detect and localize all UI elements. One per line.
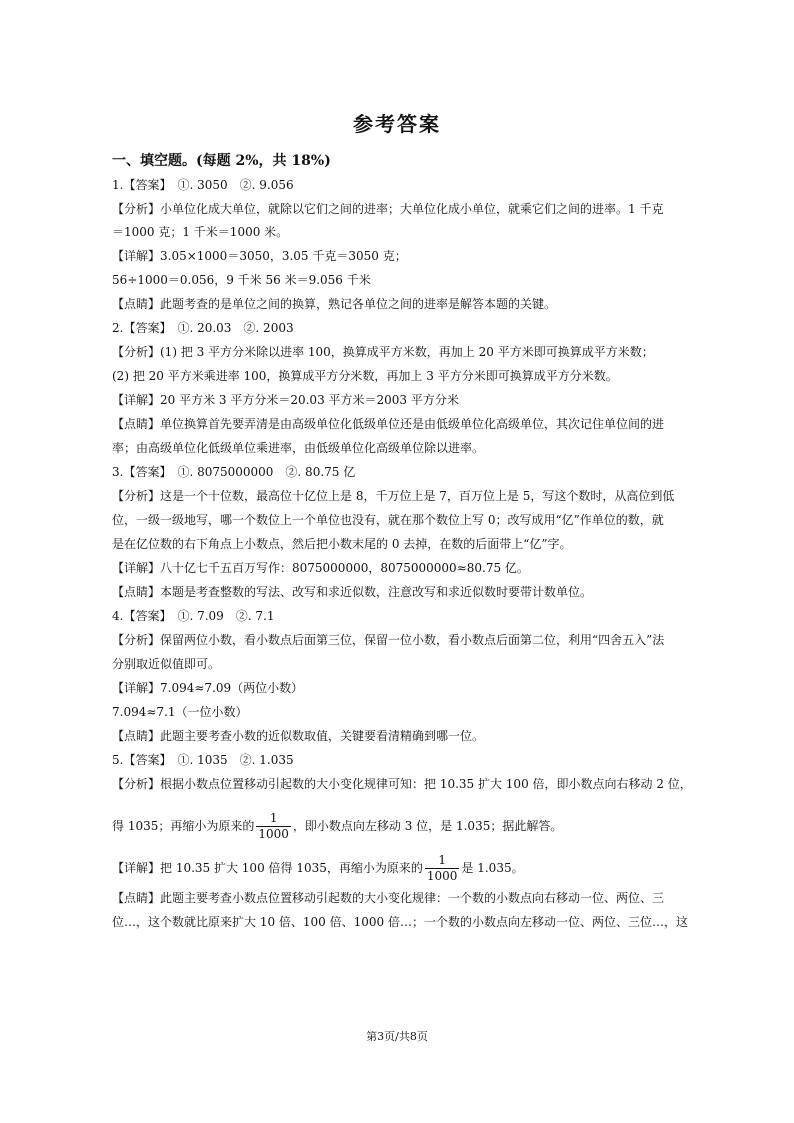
text-line: 率；由高级单位化低级单位乘进率，由低级单位化高级单位除以进率。 [112,441,485,455]
fraction-line-after: ，即小数点向左移动 3 位，是 1.035；据此解答。 [292,819,563,833]
text-line: 【分析】这是一个十位数，最高位十亿位上是 8，千万位上是 7，百万位上是 5，写这个数时，从高位到低 [112,489,675,503]
text-line: 2.【答案】 ①. 20.03 ②. 2003 [112,321,294,335]
text-line: 【点睛】单位换算首先要弄清是由高级单位化低级单位还是由低级单位化高级单位，其次记住单位间的进 [112,417,665,431]
text-line: 【分析】根据小数点位置移动引起数的大小变化规律可知：把 10.35 扩大 100 倍，即小数点向右移动 2 位， [112,777,692,791]
fraction-denominator: 1000 [258,827,289,841]
text-line: 【分析】小单位化成大单位，就除以它们之间的进率；大单位化成小单位，就乘它们之间的进率。1 千克 [112,202,664,216]
text-line: 【点睛】本题是考查整数的写法、改写和求近似数，注意改写和求近似数时要带计数单位。 [112,585,593,599]
section-heading: 一、填空题。(每题 2%，共 18%) [112,153,331,169]
text-line: ＝1000 克；1 千米＝1000 米。 [112,225,289,239]
text-line: 位…，这个数就比原来扩大 10 倍、100 倍、1000 倍…；一个数的小数点向左移动一位、两位、三位…，这 [112,915,688,929]
text-line: 5.【答案】 ①. 1035 ②. 1.035 [112,753,294,767]
fraction-line-after: 是 1.035。 [461,861,524,875]
text-line: 位，一级一级地写，哪一个数位上一个单位也没有，就在那个数位上写 0；改写成用“亿”作单位的数，就 [112,513,664,527]
fraction-line-before: 得 1035；再缩小为原来的 [112,819,255,833]
text-line: 【分析】保留两位小数，看小数点后面第三位，保留一位小数，看小数点后面第二位，利用“四舍五入”法 [112,633,665,647]
text-line: 【详解】20 平方米 3 平方分米＝20.03 平方米＝2003 平方分米 [112,393,459,407]
page-footer: 第3页/共8页 [366,1030,428,1043]
text-line: 【点睛】此题考查的是单位之间的换算，熟记各单位之间的进率是解答本题的关键。 [112,297,557,311]
text-line: 【详解】八十亿七千五百万写作：8075000000，8075000000≈80.75 亿。 [112,561,529,575]
text-line: 【点睛】此题主要考查小数点位置移动引起数的大小变化规律：一个数的小数点向右移动一位、两位、三 [112,891,665,905]
text-line: 7.094≈7.1（一位小数） [112,705,248,719]
text-line: 分别取近似值即可。 [112,657,221,671]
text-line: (2) 把 20 平方米乘进率 100，换算成平方分米数，再加上 3 平方分米即可换算成平方分米数。 [112,369,618,383]
fraction-denominator: 1000 [426,869,458,883]
fraction-line-before: 【详解】把 10.35 扩大 100 倍得 1035，再缩小为原来的 [112,861,423,875]
fraction-numerator: 1 [269,811,278,825]
fraction-numerator: 1 [438,853,446,867]
text-line: 3.【答案】 ①. 8075000000 ②. 80.75 亿 [112,465,356,479]
fraction-line [112,852,687,884]
text-line: 4.【答案】 ①. 7.09 ②. 7.1 [112,609,275,623]
text-line: 【分析】(1) 把 3 平方分米除以进率 100，换算成平方米数，再加上 20 平方米即可换算成平方米数； [112,345,654,359]
text-line: 【详解】3.05×1000＝3050，3.05 千克＝3050 克； [112,249,407,263]
text-line: 【详解】7.094≈7.09（两位小数） [112,681,304,695]
page-title: 参考答案 [353,112,441,136]
text-line: 56÷1000＝0.056，9 千米 56 米＝9.056 千米 [112,273,371,287]
text-line: 1.【答案】 ①. 3050 ②. 9.056 [112,178,294,192]
fraction-line [112,810,687,842]
fraction [425,853,460,884]
text-line: 【点睛】此题主要考查小数的近似数取值，关键要看清精确到哪一位。 [112,729,485,743]
text-line: 是在亿位数的右下角点上小数点，然后把小数末尾的 0 去掉，在数的后面带上“亿”字。 [112,537,572,551]
fraction [256,811,291,842]
